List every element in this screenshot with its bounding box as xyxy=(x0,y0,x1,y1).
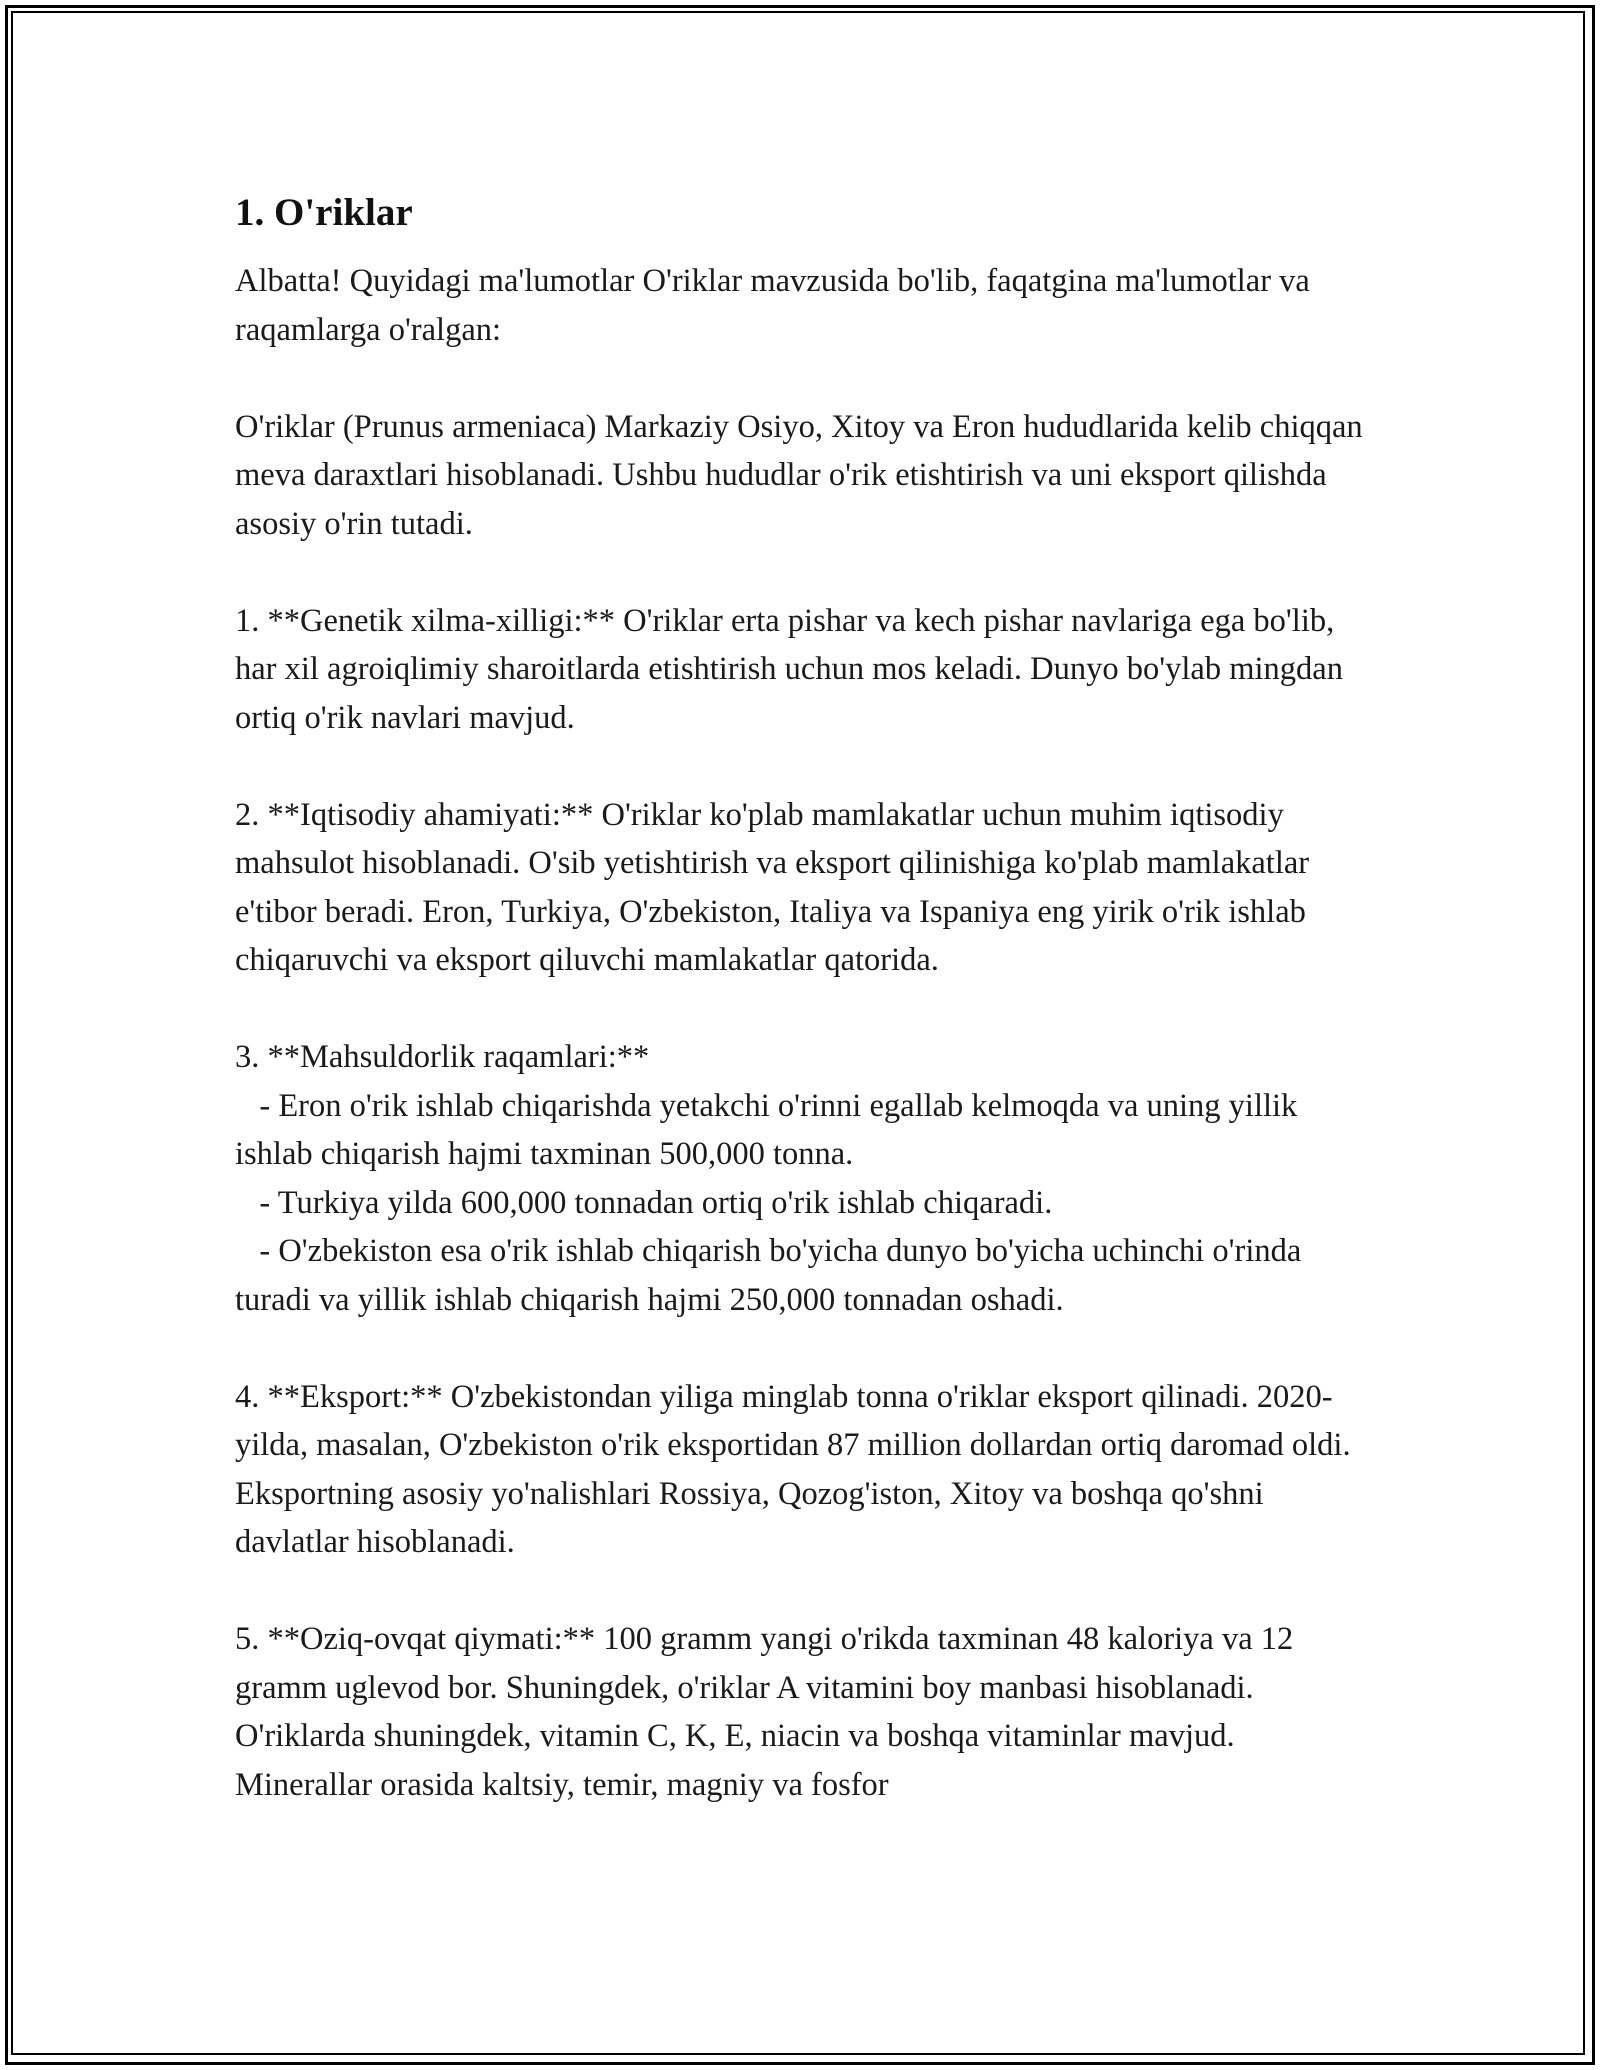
economic-importance-paragraph: 2. **Iqtisodiy ahamiyati:** O'riklar ko'plab mamlakatlar uchun muhim iqtisodiy mahsulot hisoblanadi. O'sib yetishtirish va eksport qilinishiga ko'plab mamlakatlar e'tibor beradi. Eron, Turkiya, O'zbekiston, Italiya va Ispaniya eng yirik o'rik ishlab chiqaruvchi va eksport qiluvchi mamlakatlar qatorida. xyxy=(235,796,1318,978)
export-paragraph: 4. **Eksport:** O'zbekistondan yiliga minglab tonna o'riklar eksport qilinadi. 2020-yilda, masalan, O'zbekiston o'rik eksportidan 87 million dollardan ortiq daromad oldi. Eksportning asosiy yo'nalishlari Rossiya, Qozog'iston, Xitoy va boshqa qo'shni davlatlar hisoblanadi. xyxy=(235,1378,1359,1560)
intro-paragraph: Albatta! Quyidagi ma'lumotlar O'riklar mavzusida bo'lib, faqatgina ma'lumotlar va raqamlarga o'ralgan: xyxy=(235,263,1318,348)
genetic-diversity-paragraph: 1. **Genetik xilma-xilligi:** O'riklar erta pishar va kech pishar navlariga ega bo'lib, har xil agroiqlimiy sharoitlarda etishtirish uchun mos keladi. Dunyo bo'ylab mingdan ortiq o'rik navlari mavjud. xyxy=(235,602,1352,736)
document-heading: 1. O'riklar xyxy=(235,191,413,234)
document-body xyxy=(235,185,1371,1809)
paragraph-gap xyxy=(235,985,1365,1034)
paragraph-gap xyxy=(235,548,1365,597)
origin-paragraph: O'riklar (Prunus armeniaca) Markaziy Osiyo, Xitoy va Eron hududlarida kelib chiqqan meva daraxtlari hisoblanadi. Ushbu hududlar o'rik etishtirish va uni eksport qilishda asosiy o'rin tutadi. xyxy=(235,408,1371,542)
paragraph-gap xyxy=(235,742,1365,791)
paragraph-gap xyxy=(235,354,1365,403)
paragraph-gap xyxy=(235,1324,1365,1373)
productivity-paragraph: 3. **Mahsuldorlik raqamlari:** - Eron o'rik ishlab chiqarishda yetakchi o'rinni egallab kelmoqda va uning yillik ishlab chiqarish hajmi taxminan 500,000 tonna. - Turkiya yilda 600,000 tonnadan ortiq o'rik ishlab chiqaradi. - O'zbekiston esa o'rik ishlab chiqarish bo'yicha dunyo bo'yicha uchinchi o'rinda turadi va yillik ishlab chiqarish hajmi 250,000 tonnadan oshadi. xyxy=(235,1039,1302,1318)
paragraph-gap xyxy=(235,1567,1365,1616)
nutrition-paragraph: 5. **Oziq-ovqat qiymati:** 100 gramm yangi o'rikda taxminan 48 kaloriya va 12 gramm uglevod bor. Shuningdek, o'riklar A vitamini boy manbasi hisoblanadi. O'riklarda shuningdek, vitamin C, K, E, niacin va boshqa vitaminlar mavjud. Minerallar orasida kaltsiy, temir, magniy va fosfor xyxy=(235,1621,1302,1803)
